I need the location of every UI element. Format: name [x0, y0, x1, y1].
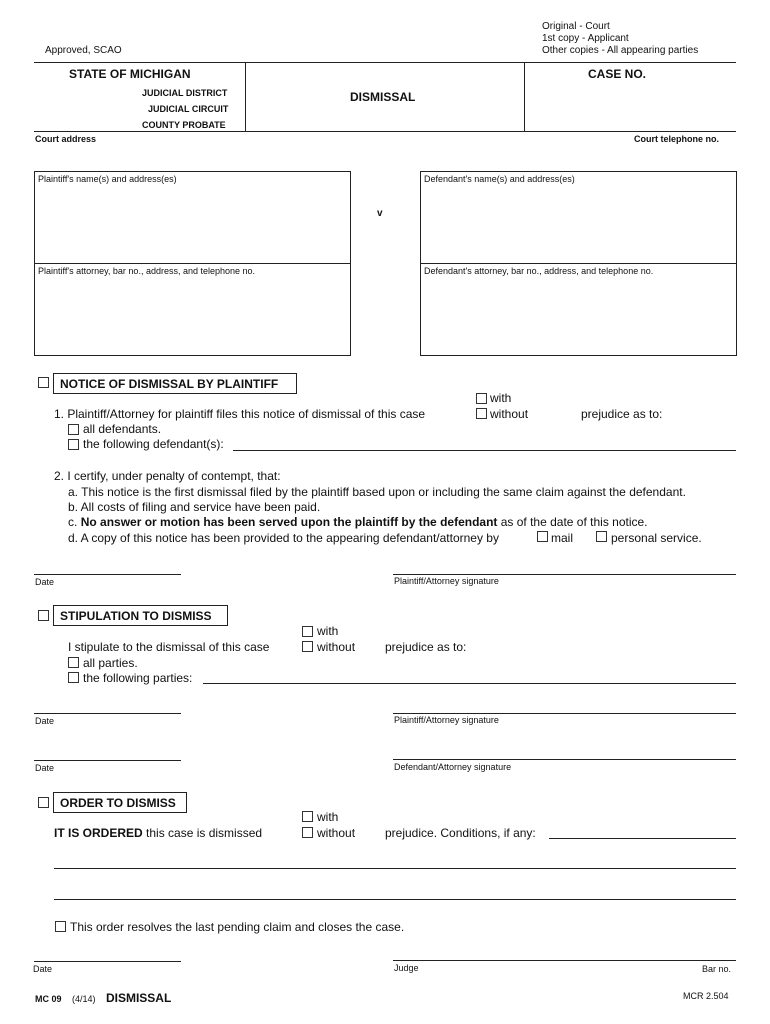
notice-item2c [68, 515, 648, 529]
stipulation-with-checkbox[interactable] [302, 626, 313, 637]
order-title: ORDER TO DISMISS [53, 792, 187, 813]
following-defendants-checkbox[interactable] [68, 439, 79, 450]
notice-with-checkbox[interactable] [476, 393, 487, 404]
closes-case-label: This order resolves the last pending claim and closes the case. [70, 920, 405, 934]
copy-distribution [542, 21, 698, 57]
notice-signature-label: Plaintiff/Attorney signature [394, 576, 499, 586]
approved-label: Approved, SCAO [45, 45, 122, 56]
notice-item2a: a. This notice is the first dismissal filed by the plaintiff based upon or including the same claim against the defendant. [68, 485, 686, 499]
order-date-line[interactable] [34, 961, 181, 962]
order-checkbox[interactable] [38, 797, 49, 808]
stipulation-date2-line[interactable] [34, 760, 181, 761]
conditions-field[interactable] [549, 838, 736, 839]
all-parties-checkbox[interactable] [68, 657, 79, 668]
all-defendants-label: all defendants. [83, 422, 162, 436]
case-no-label: CASE NO. [588, 67, 647, 81]
following-defendants-label: the following defendant(s): [83, 437, 224, 451]
following-parties-field[interactable] [203, 683, 736, 684]
following-defendants-field[interactable] [233, 450, 736, 451]
closes-case-checkbox[interactable] [55, 921, 66, 932]
notice-without-checkbox[interactable] [476, 408, 487, 419]
notice-date-label: Date [35, 577, 55, 587]
following-parties-label: the following parties: [83, 671, 193, 685]
stipulation-sig2-label: Defendant/Attorney signature [394, 762, 512, 772]
notice-with-label: with [490, 391, 512, 405]
order-without-checkbox[interactable] [302, 827, 313, 838]
order-without-label: without [317, 826, 356, 840]
plaintiff-label: Plaintiff's name(s) and address(es) [38, 174, 177, 184]
header-divider-left [245, 62, 246, 132]
footer-revision: (4/14) [71, 994, 96, 1004]
notice-signature-line[interactable] [393, 574, 736, 575]
mail-label: mail [551, 531, 574, 545]
header-top-rule [34, 62, 736, 63]
defendant-label: Defendant's name(s) and address(es) [424, 174, 575, 184]
notice-without-label: without [490, 407, 529, 421]
order-bold: IT IS ORDERED [54, 826, 143, 840]
order-with-label: with [317, 810, 339, 824]
notice-date-line[interactable] [34, 574, 181, 575]
plaintiff-attorney-label: Plaintiff's attorney, bar no., address, and telephone no. [38, 266, 256, 276]
copy-original: Original - Court [542, 21, 610, 32]
defendant-attorney-label: Defendant's attorney, bar no., address, and telephone no. [424, 266, 654, 276]
plaintiff-box-divider [34, 263, 351, 264]
notice-title: NOTICE OF DISMISSAL BY PLAINTIFF [53, 373, 297, 394]
stipulation-sig1-line[interactable] [393, 713, 736, 714]
court-probate: COUNTY PROBATE [142, 120, 226, 130]
order-with-checkbox[interactable] [302, 811, 313, 822]
judge-label: Judge [394, 963, 419, 973]
bar-no-label: Bar no. [702, 964, 732, 974]
stipulation-date1-line[interactable] [34, 713, 181, 714]
court-phone-label: Court telephone no. [634, 134, 719, 144]
notice-checkbox[interactable] [38, 377, 49, 388]
court-district: JUDICIAL DISTRICT [142, 88, 228, 98]
court-circuit: JUDICIAL CIRCUIT [148, 104, 229, 114]
versus-label: v [377, 208, 383, 219]
notice-item2c-suffix: as of the date of this notice. [500, 515, 648, 529]
notice-item2c-bold: No answer or motion has been served upon the plaintiff by the defendant [80, 515, 498, 529]
stipulation-sig2-line[interactable] [393, 759, 736, 760]
order-text [54, 826, 262, 840]
defendant-box-divider [420, 263, 737, 264]
order-body: this case is dismissed [146, 826, 263, 840]
footer-form-number: MC 09 [35, 994, 62, 1004]
footer-rule: MCR 2.504 [683, 991, 729, 1001]
order-date-label: Date [33, 964, 53, 974]
header-bottom-rule [34, 131, 736, 132]
form-title: DISMISSAL [350, 90, 416, 104]
stipulation-without-label: without [317, 640, 356, 654]
notice-item1: 1. Plaintiff/Attorney for plaintiff files this notice of dismissal of this case [54, 407, 426, 421]
order-prejudice-label: prejudice. Conditions, if any: [385, 826, 536, 840]
notice-item2c-prefix: c. [68, 515, 78, 529]
stipulation-with-label: with [317, 624, 339, 638]
stipulation-sig1-label: Plaintiff/Attorney signature [394, 715, 499, 725]
following-parties-checkbox[interactable] [68, 672, 79, 683]
copy-applicant: 1st copy - Applicant [542, 33, 629, 44]
stipulation-prejudice-label: prejudice as to: [385, 640, 467, 654]
notice-item2: 2. I certify, under penalty of contempt, that: [54, 469, 281, 483]
conditions-line-3[interactable] [54, 899, 736, 900]
conditions-line-2[interactable] [54, 868, 736, 869]
copy-others: Other copies - All appearing parties [542, 45, 699, 56]
stipulation-date1-label: Date [35, 716, 55, 726]
stipulation-title: STIPULATION TO DISMISS [53, 605, 228, 626]
stipulation-checkbox[interactable] [38, 610, 49, 621]
all-defendants-checkbox[interactable] [68, 424, 79, 435]
notice-item2d: d. A copy of this notice has been provided to the appearing defendant/attorney by [68, 531, 499, 545]
personal-service-label: personal service. [611, 531, 702, 545]
personal-service-checkbox[interactable] [596, 531, 607, 542]
header-divider-right [524, 62, 525, 132]
stipulation-date2-label: Date [35, 763, 55, 773]
footer-title: DISMISSAL [105, 991, 172, 1005]
court-address-label: Court address [35, 134, 97, 144]
stipulation-without-checkbox[interactable] [302, 641, 313, 652]
state-label: STATE OF MICHIGAN [69, 67, 191, 81]
court-types [142, 85, 228, 133]
notice-prejudice-label: prejudice as to: [581, 407, 663, 421]
stipulation-text: I stipulate to the dismissal of this case [68, 640, 270, 654]
mail-checkbox[interactable] [537, 531, 548, 542]
notice-item2b: b. All costs of filing and service have been paid. [68, 500, 321, 514]
all-parties-label: all parties. [83, 656, 138, 670]
judge-line[interactable] [393, 960, 736, 961]
footer-form-id [35, 989, 171, 1007]
